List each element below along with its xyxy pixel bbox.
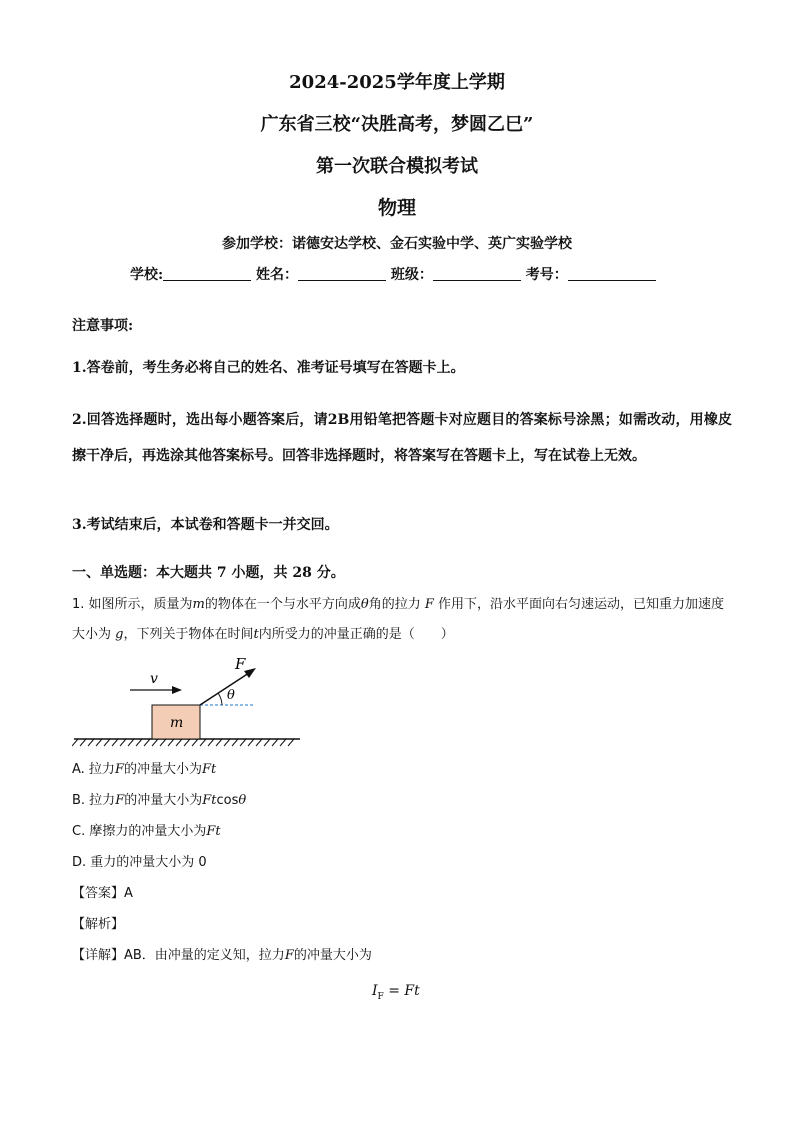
- number-field-label: 考号：: [525, 267, 568, 283]
- section-heading: 一、单选题：本大题共 7 小题，共 28 分。: [72, 565, 345, 581]
- class-field-label: 班级：: [390, 267, 433, 283]
- option-a[interactable]: A. 拉力F的冲量大小为Ft: [72, 762, 217, 777]
- detail-line: 【详解】AB．由冲量的定义知，拉力F的冲量大小为: [72, 948, 372, 963]
- impulse-formula: $I_F = Ft$: [372, 983, 420, 1002]
- exam-name-title: 第一次联合模拟考试: [316, 156, 478, 177]
- force-arrowhead: [244, 668, 256, 678]
- velocity-label: v: [150, 671, 158, 687]
- notice-item-3: 3.考试结束后，本试卷和答题卡一并交回。: [72, 517, 339, 533]
- angle-arc: [218, 693, 222, 705]
- angle-label: θ: [227, 688, 235, 703]
- notice-title: 注意事项:: [72, 318, 134, 334]
- analysis-heading: 【解析】: [72, 917, 125, 932]
- option-b[interactable]: B. 拉力F的冲量大小为Ftcosθ: [72, 793, 247, 808]
- name-blank[interactable]: [298, 266, 386, 281]
- force-diagram: [72, 655, 312, 750]
- option-d[interactable]: D. 重力的冲量大小为 0: [72, 855, 207, 870]
- participating-schools: 参加学校：诺德安达学校、金石实验中学、英广实验学校: [222, 236, 572, 252]
- force-label: F: [235, 655, 246, 673]
- subject-title: 物理: [377, 197, 416, 219]
- notice-item-2: 2.回答选择题时，选出每小题答案后，请2B用铅笔把答题卡对应题目的答案标号涂黑；如需改动，用橡皮擦干净后，再选涂其他答案标号。回答非选择题时，将答案写在答题卡上，写在试卷上无效。: [72, 412, 732, 464]
- force-arrow: [200, 671, 252, 705]
- exam-year-title: 2024-2025学年度上学期: [289, 72, 505, 93]
- number-blank[interactable]: [568, 266, 656, 281]
- notice-item-1: 1.答卷前，考生务必将自己的姓名、准考证号填写在答题卡上。: [72, 360, 465, 376]
- school-field-label: 学校:: [130, 267, 164, 283]
- ground-hatching: [72, 739, 294, 746]
- student-info-row: [130, 264, 656, 284]
- school-blank[interactable]: [163, 266, 251, 281]
- question-1-stem: 1. 如图所示，质量为m的物体在一个与水平方向成θ角的拉力 F 作用下，沿水平面向右匀速运动，已知重力加速度大小为 g，下列关于物体在时间t内所受力的冲量正确的是（ ）: [72, 597, 725, 642]
- velocity-arrowhead: [172, 686, 182, 694]
- name-field-label: 姓名：: [256, 267, 299, 283]
- class-blank[interactable]: [433, 266, 521, 281]
- option-c[interactable]: C. 摩擦力的冲量大小为Ft: [72, 824, 221, 839]
- exam-slogan-title: 广东省三校“决胜高考，梦圆乙巳”: [260, 114, 534, 135]
- answer-line: 【答案】A: [72, 886, 133, 901]
- mass-label: m: [170, 715, 184, 731]
